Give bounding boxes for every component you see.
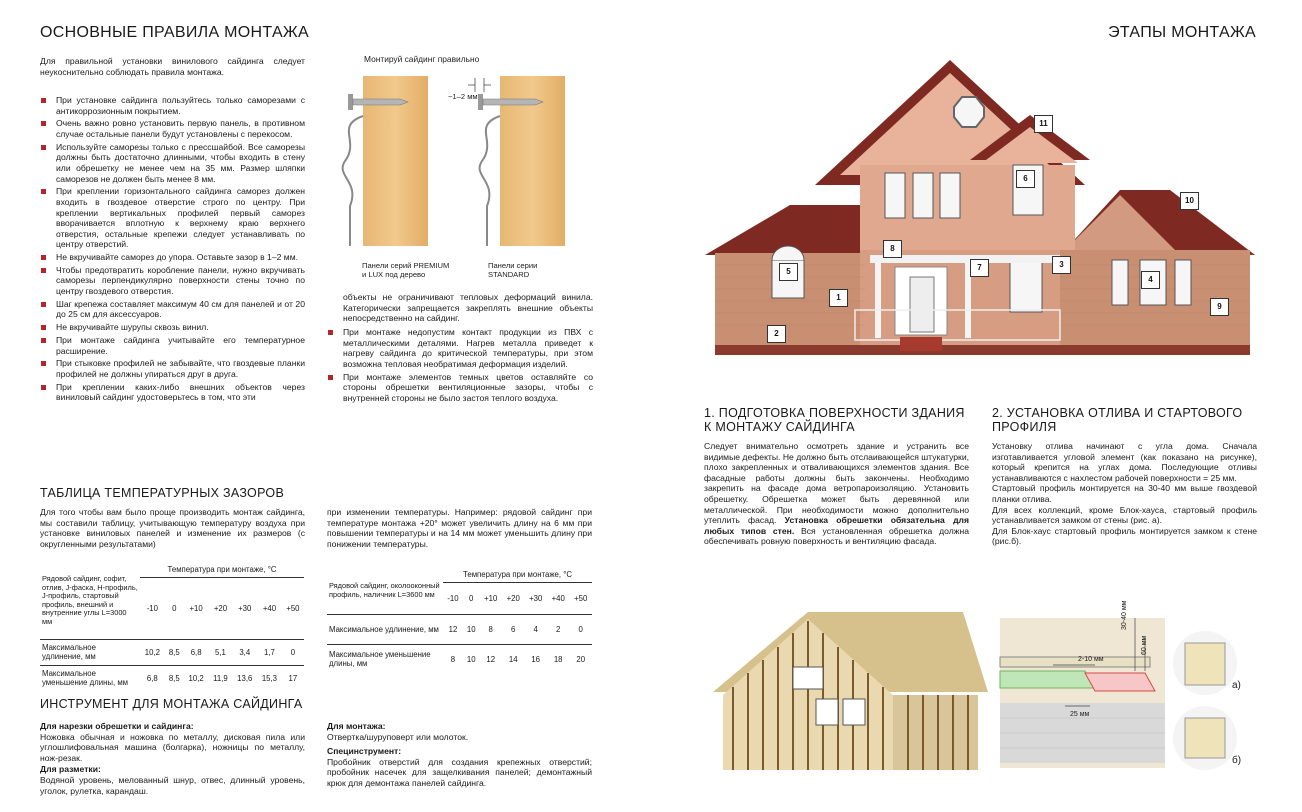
- octagon-window: [954, 97, 984, 127]
- dim-label: 25 мм: [1070, 711, 1090, 718]
- temp-col: +10: [479, 582, 501, 614]
- premium-label-line1: Панели серий PREMIUM: [362, 261, 450, 270]
- temp-col: 0: [165, 577, 184, 639]
- table-name-cell: Рядовой сайдинг, софит, отлив, J-фаска, Н-профиль, J-профиль, стартовый профиль, внешний и внутренние углы L=3000 мм: [40, 563, 140, 639]
- table-cell: 6: [502, 614, 524, 644]
- rules-continuation: объекты не ограничивают тепловых деформаций винила. Категорически запрещается закреплять внешние объекты непосредственно на сайдинг.: [343, 292, 593, 324]
- table-cell: 12: [443, 614, 463, 644]
- gap-label: ~1–2 мм: [448, 92, 478, 101]
- starter-profile-figure: [995, 613, 1250, 773]
- rule-item: При креплении каких-либо внешних объектов через виниловый сайдинг удостоверьтесь в том, что эти: [40, 382, 305, 403]
- temp-intro-2: при изменении температуры. Например: рядовой сайдинг при температуре монтажа +20° может увеличить длину на 6 мм при повышении температуры и на 14 мм может уменьшить длину при понижении температуры.: [327, 507, 592, 549]
- house-badge: 11: [1034, 115, 1053, 133]
- frame-wall-side: [893, 695, 978, 770]
- table-cell: 10: [466, 654, 476, 664]
- standard-label-line2: STANDARD: [488, 270, 530, 279]
- right-page-title: ЭТАПЫ МОНТАЖА: [1108, 24, 1256, 41]
- table-cell: 16: [531, 654, 541, 664]
- row-label: Максимальное удлинение, мм: [327, 614, 443, 644]
- temp-col: +30: [524, 582, 546, 614]
- section-1-title: 1. ПОДГОТОВКА ПОВЕРХНОСТИ ЗДАНИЯ К МОНТАЖУ САЙДИНГА: [704, 406, 965, 434]
- foundation: [715, 345, 1250, 355]
- standard-label-line1: Панели серии: [488, 261, 538, 270]
- siding-profile-right: [480, 116, 500, 246]
- rule-item: Используйте саморезы только с прессшайбой. Все саморезы должны быть достаточно длинными, чтобы входить в стену или обрешетку не менее чем на 35 мм. Размер шляпки саморезов не должен быть менее 8 мм.: [40, 142, 305, 184]
- table-cell: 8: [450, 654, 456, 664]
- temp-table-title: ТАБЛИЦА ТЕМПЕРАТУРНЫХ ЗАЗОРОВ: [40, 486, 285, 500]
- house-badge: 9: [1210, 298, 1229, 316]
- table-cell: 18: [553, 654, 563, 664]
- bullet-square-icon: [328, 375, 333, 380]
- table-cell: 2: [547, 614, 569, 644]
- table-cell: 12: [486, 654, 496, 664]
- bullet-square-icon: [41, 268, 46, 273]
- house-badge: 2: [767, 325, 786, 343]
- tools-text: Ножовка обычная и ножовка по металлу, дисковая пила или углошлифовальная машина (болгарка), ножницы по металлу, нож-резак.: [40, 731, 305, 763]
- bullet-square-icon: [41, 145, 46, 150]
- porch-steps: [900, 337, 942, 351]
- row-label: Максимальное уменьшение длины, мм: [42, 669, 129, 688]
- dim-label: 2-10 мм: [1078, 656, 1104, 663]
- bullet-square-icon: [41, 98, 46, 103]
- detail-panel-b: [1185, 718, 1225, 758]
- rule-item: При монтаже элементов темных цветов оставляйте со стороны обрешетки вентиляционные зазоры, чтобы с внутренней стороны не было застоя теплого воздуха.: [327, 372, 593, 404]
- row-label: Максимальное уменьшение длины, мм: [329, 650, 431, 669]
- section-2-title: 2. УСТАНОВКА ОТЛИВА И СТАРТОВОГО ПРОФИЛЯ: [992, 406, 1243, 434]
- frame-house-illustration: [708, 607, 988, 775]
- table-cell: 8: [479, 614, 501, 644]
- table-name-cell: Рядовой сайдинг, околооконный профиль, наличник L=3600 мм: [327, 568, 443, 614]
- house-badge: 5: [779, 263, 798, 281]
- temp-col: -10: [443, 582, 463, 614]
- table-cell: 10,2: [140, 639, 165, 665]
- temp-col: +30: [232, 577, 257, 639]
- house-badge: 6: [1016, 170, 1035, 188]
- front-door: [910, 277, 934, 332]
- temp-table-3600: [327, 568, 592, 674]
- table-cell: 14: [508, 654, 518, 664]
- tools-heading: Для разметки:: [40, 764, 101, 775]
- table-cell: 10: [463, 614, 480, 644]
- bullet-square-icon: [328, 330, 333, 335]
- left-page-title: ОСНОВНЫЕ ПРАВИЛА МОНТАЖА: [40, 24, 309, 41]
- temp-col: 0: [463, 582, 480, 614]
- house-badge: 3: [1052, 256, 1071, 274]
- frame-window: [843, 699, 865, 725]
- tools-heading: Для нарезки обрешетки и сайдинга:: [40, 721, 194, 731]
- tools-text: Пробойник отверстий для создания крепежных отверстий; пробойник насечек для защелкивания панелей; демонтажный крюк для демонтажа панелей сайдинга.: [327, 756, 592, 788]
- house-badge: 7: [970, 259, 989, 277]
- table-cell: 3,4: [232, 639, 257, 665]
- bullet-square-icon: [41, 325, 46, 330]
- table-cell: 0: [569, 614, 592, 644]
- detail-panel-a: [1185, 643, 1225, 685]
- dim-label: 30-40 мм: [1121, 600, 1128, 630]
- table-cell: 5,1: [208, 639, 232, 665]
- house-badge: 4: [1141, 271, 1160, 289]
- table-cell: 11,9: [213, 673, 228, 683]
- drip-green: [1000, 671, 1095, 688]
- temp-col: +20: [502, 582, 524, 614]
- table-cell: 20: [576, 654, 586, 664]
- rules-list-2: [327, 327, 593, 406]
- dim-label: 60 мм: [1141, 635, 1148, 655]
- temp-col: +40: [257, 577, 282, 639]
- section-1-text: Следует внимательно осмотреть здание и устранить все видимые дефекты. Не должно быть отслаивающейся штукатурки, плохо закрепленных и отваливающихся элементов здания. Все фасадные работы должны быть закончены. Необходимо закрепить на фасаде дома ветропароизоляцию. Установить обрешетку. Обрешетка может быть деревянной или металлической. При необходимости можно дополнительно утеплить фасад. Установка обрешетки обязательна для любых типов стен. Вся установленная обрешетка должна обеспечивать ровную поверхность и вентиляцию фасада.: [704, 441, 970, 547]
- house-badge: 10: [1180, 192, 1199, 210]
- figure-caption: Монтируй сайдинг правильно: [364, 54, 480, 64]
- house-badge: 1: [829, 289, 848, 307]
- temp-intro-1: Для того чтобы вам было проще производить монтаж сайдинга, мы составили таблицу, учитывающую температуру воздуха при установке виниловых панелей и изменение их размеров (с округленными результатами): [40, 507, 305, 549]
- rule-item: Шаг крепежа составляет максимум 40 см для панелей и от 20 до 25 см для аксессуаров.: [40, 299, 305, 320]
- tools-heading: Для монтажа:: [327, 721, 386, 731]
- tools-text: Водяной уровень, мелованный шнур, отвес, длинный уровень, уголок, рулетка, карандаш.: [40, 774, 305, 796]
- fig-label-b: б): [1232, 755, 1242, 766]
- rule-item: При установке сайдинга пользуйтесь только саморезами с антикоррозионным покрытием.: [40, 95, 305, 116]
- table-cell: 8,5: [168, 673, 180, 683]
- rule-item: При монтаже сайдинга учитывайте его температурное расширение.: [40, 335, 305, 356]
- table-cell: 8,5: [165, 639, 184, 665]
- bullet-square-icon: [41, 189, 46, 194]
- bullet-square-icon: [41, 385, 46, 390]
- rule-item: При креплении горизонтального сайдинга саморез должен входить в гвоздевое отверстие строго по центру. При креплении вертикальных профилей первый саморез вворачивается вплотную к верхнему краю верхнего отверстия, остальные крепежи следует устанавливать по центру отверстий.: [40, 186, 305, 250]
- rule-item: Не вкручивайте шурупы сквозь винил.: [40, 322, 305, 333]
- temp-table-3000: [40, 563, 304, 691]
- rule-item: Очень важно ровно установить первую панель, в противном случае остальные панели будут установлены с перекосом.: [40, 118, 305, 139]
- table-cell: 1,7: [257, 639, 282, 665]
- intro-text: Для правильной установки винилового сайдинга следует неукоснительно соблюдать правила монтажа.: [40, 56, 305, 77]
- table-cell: 0: [282, 639, 304, 665]
- section-2-text: Установку отлива начинают с угла дома. Сначала изготавливается угловой элемент (как показано на рисунке), который крепится на углах дома. Последующие отливы устанавливаются с нахлестом рабочей поверхности = 25 мм. Стартовый профиль монтируется на 30-40 мм выше гвоздевой планки отлива. Для всех коллекций, кроме Блок-хауса, стартовый профиль устанавливается замком от стены (рис. а). Для Блок-хаус стартовый профиль монтируется замком к стене (рис.б).: [992, 441, 1257, 547]
- temp-col: +10: [184, 577, 209, 639]
- bullet-square-icon: [41, 255, 46, 260]
- table-cell: 17: [288, 673, 298, 683]
- bullet-square-icon: [41, 121, 46, 126]
- temp-col: +40: [547, 582, 569, 614]
- house-badge: 8: [883, 240, 902, 258]
- tools-col-1: [40, 721, 305, 796]
- fig-label-a: а): [1232, 680, 1241, 691]
- tools-text: Отвертка/шуруповерт или молоток.: [327, 731, 469, 742]
- tools-col-2: [327, 721, 592, 789]
- temp-col: -10: [140, 577, 165, 639]
- bullet-square-icon: [41, 361, 46, 366]
- table-cell: 10,2: [188, 673, 204, 683]
- bullet-square-icon: [41, 302, 46, 307]
- house-illustration: [700, 55, 1260, 360]
- table-cell: 15,3: [261, 673, 278, 683]
- tools-title: ИНСТРУМЕНТ ДЛЯ МОНТАЖА САЙДИНГА: [40, 697, 303, 711]
- premium-label-line2: и LUX под дерево: [362, 270, 426, 279]
- drip-red: [1085, 673, 1155, 691]
- row-label: Максимальное удлинение, мм: [40, 639, 140, 665]
- table-cell: 6,8: [146, 673, 158, 683]
- rule-item: При монтаже недопустим контакт продукции из ПВХ с металлическими деталями. Нагрев металла приведет к нагреву сайдинга до критической температуры, при этом возможна тепловая необратимая деформация изделий.: [327, 327, 593, 369]
- table-cell: 6,8: [184, 639, 209, 665]
- tools-heading: Специнструмент:: [327, 746, 402, 757]
- temp-col: +50: [282, 577, 304, 639]
- starter-profile: [1000, 657, 1150, 667]
- table-cell: 4: [524, 614, 546, 644]
- bullet-square-icon: [41, 338, 46, 343]
- temp-col: +20: [208, 577, 232, 639]
- siding-profile-left: [343, 116, 363, 246]
- rule-item: Не вкручивайте саморез до упора. Оставьте зазор в 1–2 мм.: [40, 252, 305, 263]
- temp-col: +50: [569, 582, 592, 614]
- rule-item: Чтобы предотвратить коробление панели, нужно вкручивать саморезы перпендикулярно поверхности стены точно по центру гвоздевого отверстия.: [40, 265, 305, 297]
- frame-window-top: [793, 667, 823, 689]
- rule-item: При стыковке профилей не забывайте, что гвоздевые планки профилей не должны упираться друг в друга.: [40, 358, 305, 379]
- table-cell: 13,6: [237, 673, 253, 683]
- rules-list: [40, 95, 305, 405]
- table-header-cell: Температура при монтаже, °С: [443, 568, 592, 582]
- frame-window: [816, 699, 838, 725]
- porch-column: [875, 263, 881, 338]
- table-header-cell: Температура при монтаже, °С: [140, 563, 304, 577]
